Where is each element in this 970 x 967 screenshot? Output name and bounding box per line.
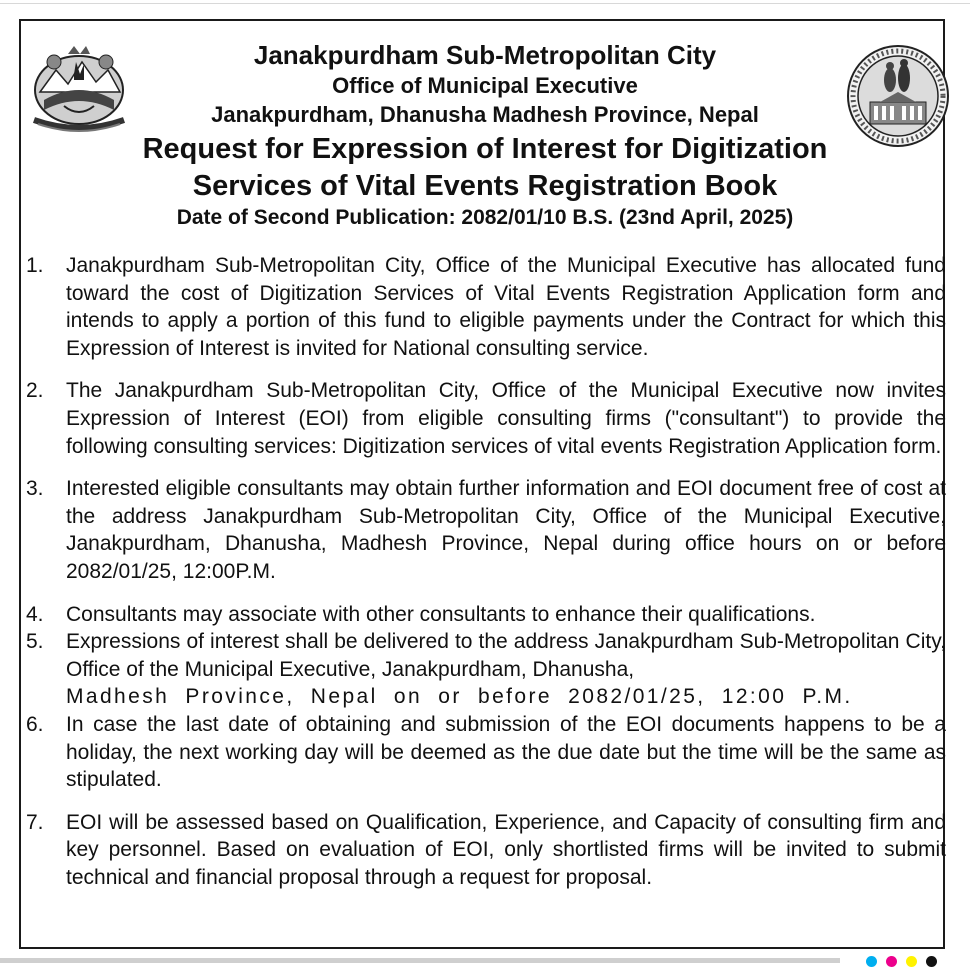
print-registration-mark bbox=[886, 956, 897, 967]
notice-title-line-1: Request for Expression of Interest for Digitization bbox=[142, 133, 828, 165]
print-registration-mark bbox=[906, 956, 917, 967]
clause-4 bbox=[26, 601, 946, 629]
eoi-clauses bbox=[26, 252, 946, 891]
top-rule bbox=[0, 3, 970, 4]
clause-3 bbox=[26, 475, 946, 585]
clause-text: The Janakpurdham Sub-Metropolitan City, Office of the Municipal Executive now invites Expression of Interest (EOI) from eligible consulting firms ("consultant") to provide the following consulting services: Digitization services of vital events Registration Application form. bbox=[66, 379, 946, 458]
clause-number: 5. bbox=[26, 630, 44, 654]
clause-text: Consultants may associate with other consultants to enhance their qualifications. bbox=[66, 602, 816, 626]
clause-6 bbox=[26, 711, 946, 794]
clause-number: 7. bbox=[26, 810, 44, 834]
clause-text: In case the last date of obtaining and submission of the EOI documents happens to be a holiday, the next working day will be deemed as the due date but the time will be the same as stipulated. bbox=[66, 712, 946, 792]
clause-number: 3. bbox=[26, 477, 44, 501]
clause-text: Interested eligible consultants may obtain further information and EOI document free of cost at the address Janakpurdham Sub-Metropolitan City, Office of the Municipal Executive, Janakpurdham, Dhanusha, Madhesh Province, Nepal during office hours on or before 2082/01/25, 12:00P.M. bbox=[66, 477, 946, 583]
print-registration-mark bbox=[926, 956, 937, 967]
notice-title-line-2: Services of Vital Events Registration Book bbox=[192, 170, 778, 202]
clause-2 bbox=[26, 377, 946, 460]
clause-number: 4. bbox=[26, 602, 44, 626]
clause-number: 2. bbox=[26, 379, 44, 403]
clause-5 bbox=[26, 628, 946, 711]
issuer-name: Janakpurdham Sub-Metropolitan City bbox=[253, 40, 717, 70]
clause-1 bbox=[26, 252, 946, 362]
clause-text: Janakpurdham Sub-Metropolitan City, Office of the Municipal Executive has allocated fund toward the cost of Digitization Services of Vital Events Registration Application form and intends to apply a portion of this fund to eligible payments under the Contract for which this Expression of Interest is invited for National consulting service. bbox=[66, 254, 946, 360]
issuer-address: Janakpurdham, Dhanusha Madhesh Province, Nepal bbox=[211, 102, 759, 127]
print-registration-mark bbox=[866, 956, 877, 967]
clause-number: 6. bbox=[26, 712, 44, 736]
issuer-office: Office of Municipal Executive bbox=[332, 73, 638, 98]
clause-7 bbox=[26, 809, 946, 892]
clause-number: 1. bbox=[26, 254, 44, 277]
clause-text: Expressions of interest shall be delivered to the address Janakpurdham Sub-Metropolitan City, Office of the Municipal Executive, Janakpurdham, Dhanusha, bbox=[66, 630, 946, 681]
clause-text: EOI will be assessed based on Qualification, Experience, and Capacity of consulting firm and key personnel. Based on evaluation of EOI, only shortlisted firms will be invited to submit technical and financial proposal through a request for proposal. bbox=[66, 810, 946, 889]
page-bottom-strip bbox=[0, 958, 840, 963]
notice-header bbox=[70, 38, 900, 232]
publication-date: Date of Second Publication: 2082/01/10 B.S. (23nd April, 2025) bbox=[176, 206, 794, 229]
clause-text-tail: Madhesh Province, Nepal on or before 2082/01/25, 12:00 P.M. bbox=[66, 685, 853, 709]
